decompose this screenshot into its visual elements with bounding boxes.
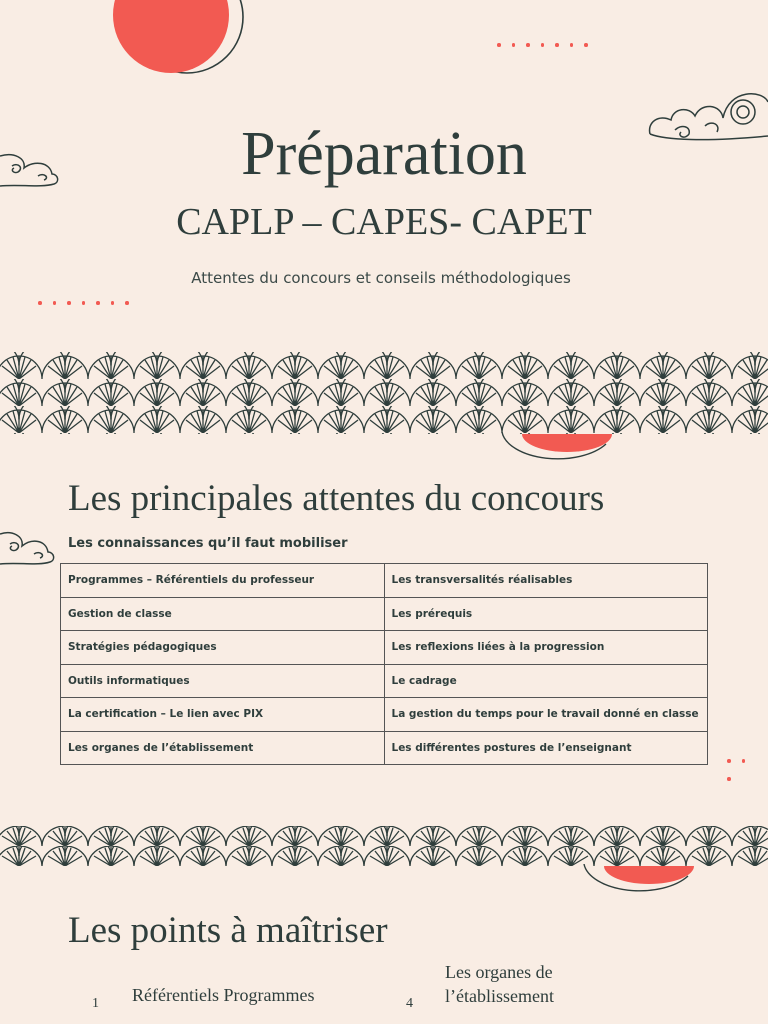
sun-decoration xyxy=(100,0,250,85)
table-row xyxy=(61,597,708,631)
table-cell: Programmes – Référentiels du professeur xyxy=(61,564,385,598)
table-cell: Stratégies pédagogiques xyxy=(61,631,385,665)
scallop-pattern-band xyxy=(0,826,768,866)
point-label: Les organes de l’établissement xyxy=(445,962,554,1006)
table-cell: La certification – Le lien avec PIX xyxy=(61,698,385,732)
dots-decoration xyxy=(38,301,140,305)
sun-decoration xyxy=(582,864,702,896)
sun-decoration xyxy=(500,432,620,464)
page-tagline: Attentes du concours et conseils méthodologiques xyxy=(191,269,571,287)
table-row xyxy=(61,731,708,765)
page-title: Préparation xyxy=(241,120,527,188)
table-cell: Gestion de classe xyxy=(61,597,385,631)
page-subtitle: CAPLP – CAPES- CAPET xyxy=(176,201,592,243)
dots-decoration xyxy=(727,759,768,763)
table-cell: Les différentes postures de l’enseignant xyxy=(384,731,708,765)
point-number: 4 xyxy=(406,996,413,1011)
table-heading: Les connaissances qu’il faut mobiliser xyxy=(68,536,348,551)
table-row xyxy=(61,698,708,732)
scallop-pattern-band xyxy=(0,352,768,434)
dots-decoration xyxy=(497,43,599,47)
table-row xyxy=(61,664,708,698)
table-cell: La gestion du temps pour le travail donné en classe xyxy=(384,698,708,732)
knowledge-table xyxy=(60,563,708,765)
table-cell: Les reflexions liées à la progression xyxy=(384,631,708,665)
section-title-expectations: Les principales attentes du concours xyxy=(68,478,605,519)
table-row xyxy=(61,564,708,598)
table-row xyxy=(61,631,708,665)
table-cell: Les transversalités réalisables xyxy=(384,564,708,598)
point-label: Référentiels Programmes xyxy=(132,985,315,1005)
table-cell: Les organes de l’établissement xyxy=(61,731,385,765)
table-cell: Le cadrage xyxy=(384,664,708,698)
cloud-icon xyxy=(0,528,58,568)
section-title-points: Les points à maîtriser xyxy=(68,910,388,951)
point-number: 1 xyxy=(92,996,99,1011)
table-cell: Les prérequis xyxy=(384,597,708,631)
table-cell: Outils informatiques xyxy=(61,664,385,698)
